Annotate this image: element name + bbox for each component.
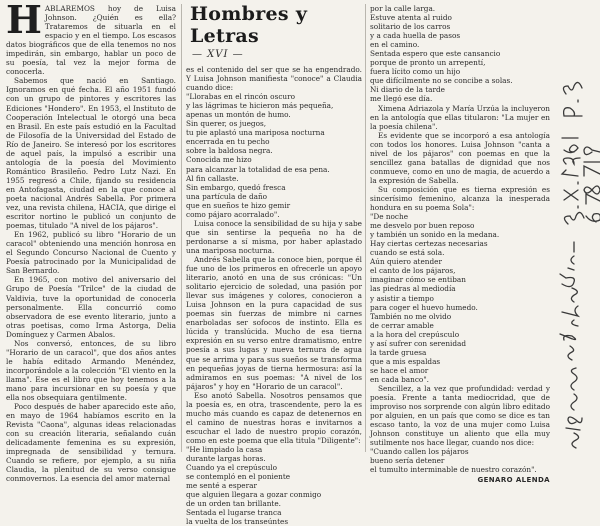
poem-line: Cuando ya el crepúsculo [186, 463, 278, 473]
poem-line: "De noche [370, 212, 409, 222]
poem [370, 4, 550, 104]
poem-line: Ni diario de la tarde [370, 85, 445, 95]
paragraph: es el contenido del ser que se ha engendrado. Y Luisa Johnson manifiesta "conoce" a Claudia cuando dice: [186, 65, 362, 93]
poem-line: que difícilmente no se concibe a solas. [370, 76, 513, 86]
poem-line: Conocida me hizo [186, 155, 252, 165]
column-number: — XVI — [192, 49, 244, 60]
paragraph: Nos conversó, entonces, de su libro "Horario de un caracol", que dos años antes le había editado Armando Menéndez, incorporándole a la colección "El viento en la llama". Ese es el libro que hoy tenemos a la mano para incursionar en su poesía y que ella nos obsequiara gentilmente. [6, 338, 176, 403]
poem-line: "Cuando callen los pájaros [370, 447, 469, 457]
poem-line: se contempló en el poniente [186, 472, 291, 482]
column-divider [365, 4, 366, 452]
column-3 [370, 4, 550, 485]
poem-line: tu pie aplastó una mariposa nocturna [186, 128, 325, 138]
column-title: Hombres y Letras [190, 3, 308, 47]
poem-line: me desvelo por buen reposo [370, 221, 475, 231]
paragraph: Eso anotó Sabella. Nosotros pensamos que la poesía es, en otra, trascendente, pero la es mucho más cuando es capaz de detenernos en el camino de nuestras horas e invitarnos a escuchar el lado de nuestro propio corazón, como en este poema que ella titula "Diligente": [186, 390, 362, 445]
poem-line: que alguien llegara a gozar conmigo [186, 490, 322, 500]
paragraph: ABLAREMOS hoy de Luisa Johnson. ¿Quién es ella? Trataremos de situarla en el espacio y en el tiempo. Los escasos datos biográficos que de ella tenemos no nos impedirán, sin embargo, hablar un poco de su poesía, tal vez la mejor forma de conocerla. [6, 4, 176, 77]
paragraph: Sabemos que nació en Santiago. Ignoramos en qué fecha. El año 1951 fundó con un grupo de pintores y escritores las Ediciones "Hondero". En 1953, el Instituto de Cooperación Intelectual le otorgó una beca en Brasil. En este país estudió en la Facultad de Filosofía de la Universidad del Estado de Río de Janeiro. Se interesó por los escritores de aquel país, la impulsó a escribir una antología de la poesía del Movimiento Romántico Brasileño. Pedro Lutz Nazi. En 1955 regresó a Chile, fijando su residencia en Antofagasta, ciudad en la que conoce al poeta nacional Andrés Sabella. Por primera vez, una revista chilena, HACIA, que dirige el escritor nortino le publicó un conjunto de poemas, titulado "A nivel de los pájaros". [6, 76, 176, 231]
poem-line: como pájaro acorralado". [186, 209, 280, 219]
poem [186, 92, 362, 219]
poem-line: "Llorabas en el rincón oscuro [186, 92, 295, 102]
poem-line: apenas un montón de humo. [186, 110, 291, 120]
poem-line: una partícula de daño [186, 191, 268, 201]
poem-line: bueno sería detener [370, 456, 445, 466]
poem-line: Sin embargo, quedó fresca [186, 182, 286, 192]
poem-line: imaginar cómo se entiban [370, 275, 466, 285]
poem [370, 447, 550, 474]
poem-line: la tarde gruesa [370, 347, 427, 357]
poem-line: en el camino. [370, 40, 420, 50]
poem-line: el canto de los pájaros, [370, 266, 456, 276]
poem-line: y las lágrimas te hicieron más pequeña, [186, 101, 334, 111]
poem-line: que a mis espaldas [370, 356, 441, 366]
poem-line: a la hora del crepúsculo [370, 329, 460, 339]
poem-line: que en sueños te hizo gemir [186, 200, 291, 210]
paragraph: En 1962, publicó su libro "Horario de un caracol" obteniendo una mención honrosa en el Segundo Concurso Nacional de Cuento y Poesía patrocinado por la Municipalidad de San Bernardo. [6, 230, 176, 276]
poem-line: cuando se está sola. [370, 248, 445, 258]
poem-line: para alcanzar la totalidad de esa pena. [186, 164, 330, 174]
column-1 [6, 0, 176, 484]
poem [186, 445, 362, 526]
poem-line: sobre la baldosa negra. [186, 146, 273, 156]
poem-line: Hay ciertas certezas necesarias [370, 239, 488, 249]
poem-line: Estuve atenta al ruido [370, 13, 452, 23]
poem-line: de un orden tan brillante. [186, 499, 281, 509]
column-2 [186, 0, 362, 526]
poem-line: solitario de los carros [370, 22, 451, 32]
poem-line: de cerrar amable [370, 320, 434, 330]
paragraph: Poco después de haber aparecido este año, en mayo de 1964 habíamos escrito en la Revista "Caona", algunas ideas relacionadas con su creación literaria, señalando cuán delicadamente femenina es su expresión, impregnada de sensibilidad y ternura. Cuando se refiere, por ejemplo, a su niña Claudia, la plenitud de su verso consigue conmovernos. La esencia del amor maternal [6, 402, 176, 484]
handwriting-image [552, 0, 600, 456]
poem-line: se hace el amor [370, 365, 429, 375]
poem-line: durante largas horas. [186, 454, 266, 464]
poem-line: También no me olvido [370, 311, 452, 321]
poem-line: Sin querer, os juegos, [186, 119, 267, 129]
paragraph: Es evidente que se incorporó a esa antología con todos los honores. Luisa Johnson "canta a nivel de los pájaros" con poemas en que la sencillez gana batallas de dignidad que nos conmueve, como en uno de magia, de acuerdo a la expresión de Sabella. [370, 130, 550, 185]
poem-line: encerrada en tu pecho [186, 137, 270, 147]
poem-line: y a cada huella de pasos [370, 31, 461, 41]
poem-line: me llegó ese día. [370, 94, 433, 104]
poem-line: y así sufrer con serenidad [370, 338, 467, 348]
poem-line: la vuelta de los transeúntes [186, 517, 289, 526]
poem-line: fuera lícito como un hijo [370, 67, 461, 77]
poem [370, 212, 550, 384]
paragraph: Ximena Adriazola y María Urzúa la incluyeron en la antología que ellas titularon: "La mujer en la poesía chilena". [370, 103, 550, 131]
poem-line: el tumulto interminable de nuestro corazón". [370, 465, 537, 475]
author-signature: GENARO ALENDA [477, 476, 550, 485]
paragraph: Andrés Sabella que la conoce bien, porque él fue uno de los primeros en ofrecerle un apoyo literario, anotó en una de sus crónicas: "Un solitario ejercicio de soledad, una pasión por llevar sus imágenes y colores, conocieron a Luisa Johnson en la pura capacidad de sus poemas sin fuerzas de mimbre ni carnes enarboladas ser sofocos de instinto. Ella es lúcida y translúcida. Mucho de esa tierna expresión en su verso entre dramatismo, entre poesía a sus lugas y nueva ternura de agua que se arrima y para sus sueños se transforma en pequeñas joyas de tierna hermosura: así la admiramos en sus poemas: "A nivel de los pájaros" y hoy en "Horario de un caracol". [186, 254, 362, 391]
handwritten-annotation [552, 0, 600, 456]
poem-line: por la calle larga. [370, 4, 436, 13]
poem-line: las piedras al mediodía [370, 284, 456, 294]
poem-line: Sentada el lugarse tranca [186, 508, 282, 518]
poem-line: y asistir a tiempo [370, 293, 434, 303]
poem-line: Aún quiero atender [370, 257, 442, 267]
poem-line: Sentada espero que este cansancio [370, 49, 501, 59]
column-divider [181, 4, 182, 452]
paragraph: Luisa conoce la sensibilidad de su hija y sabe que sin sentirse la pequeña no ha de perdonarse a sí misma, por haber aplastado una mariposa nocturna. [186, 218, 362, 255]
poem-line: porque de pronto un arrepentí, [370, 58, 486, 68]
poem-line: y también un sonido en la medana. [370, 230, 500, 240]
paragraph: Sencillez, a la vez que profundidad: verdad y poesía. Frente a tanta mediocridad, que de improviso nos sorprende con algún libro editado por alguien, en un país que como se dice es tan escaso tanto, la voz de una mujer como Luisa Johnson constituye un aliento que ella muy sutilmente nos hace llegar, cuando nos dice: [370, 383, 550, 448]
poem-line: me senté a esperar [186, 481, 257, 491]
paragraph: Su composición que es tierna expresión es sincerísimo femenino, alcanza la inesperada hondura en su poema Sola": [370, 184, 550, 213]
paragraph: En 1965, con motivo del aniversario del Grupo de Poesía "Trilce" de la ciudad de Valdivia, tuve la oportunidad de conocerla personalmente. Ella concurrió como observadora de ese evento literario, junto a otras poetisas, como Irma Astorga, Delia Domínguez y Carmen Abalos. [6, 275, 176, 339]
poem-line: Al fin callaste. [186, 173, 239, 183]
newspaper-clipping [2, 0, 558, 526]
poem-line: en cada banco". [370, 374, 429, 384]
poem-line: para coger el huevo humedo. [370, 302, 478, 312]
drop-cap: H [6, 0, 42, 42]
poem-line: "He limpiado la casa [186, 444, 263, 454]
